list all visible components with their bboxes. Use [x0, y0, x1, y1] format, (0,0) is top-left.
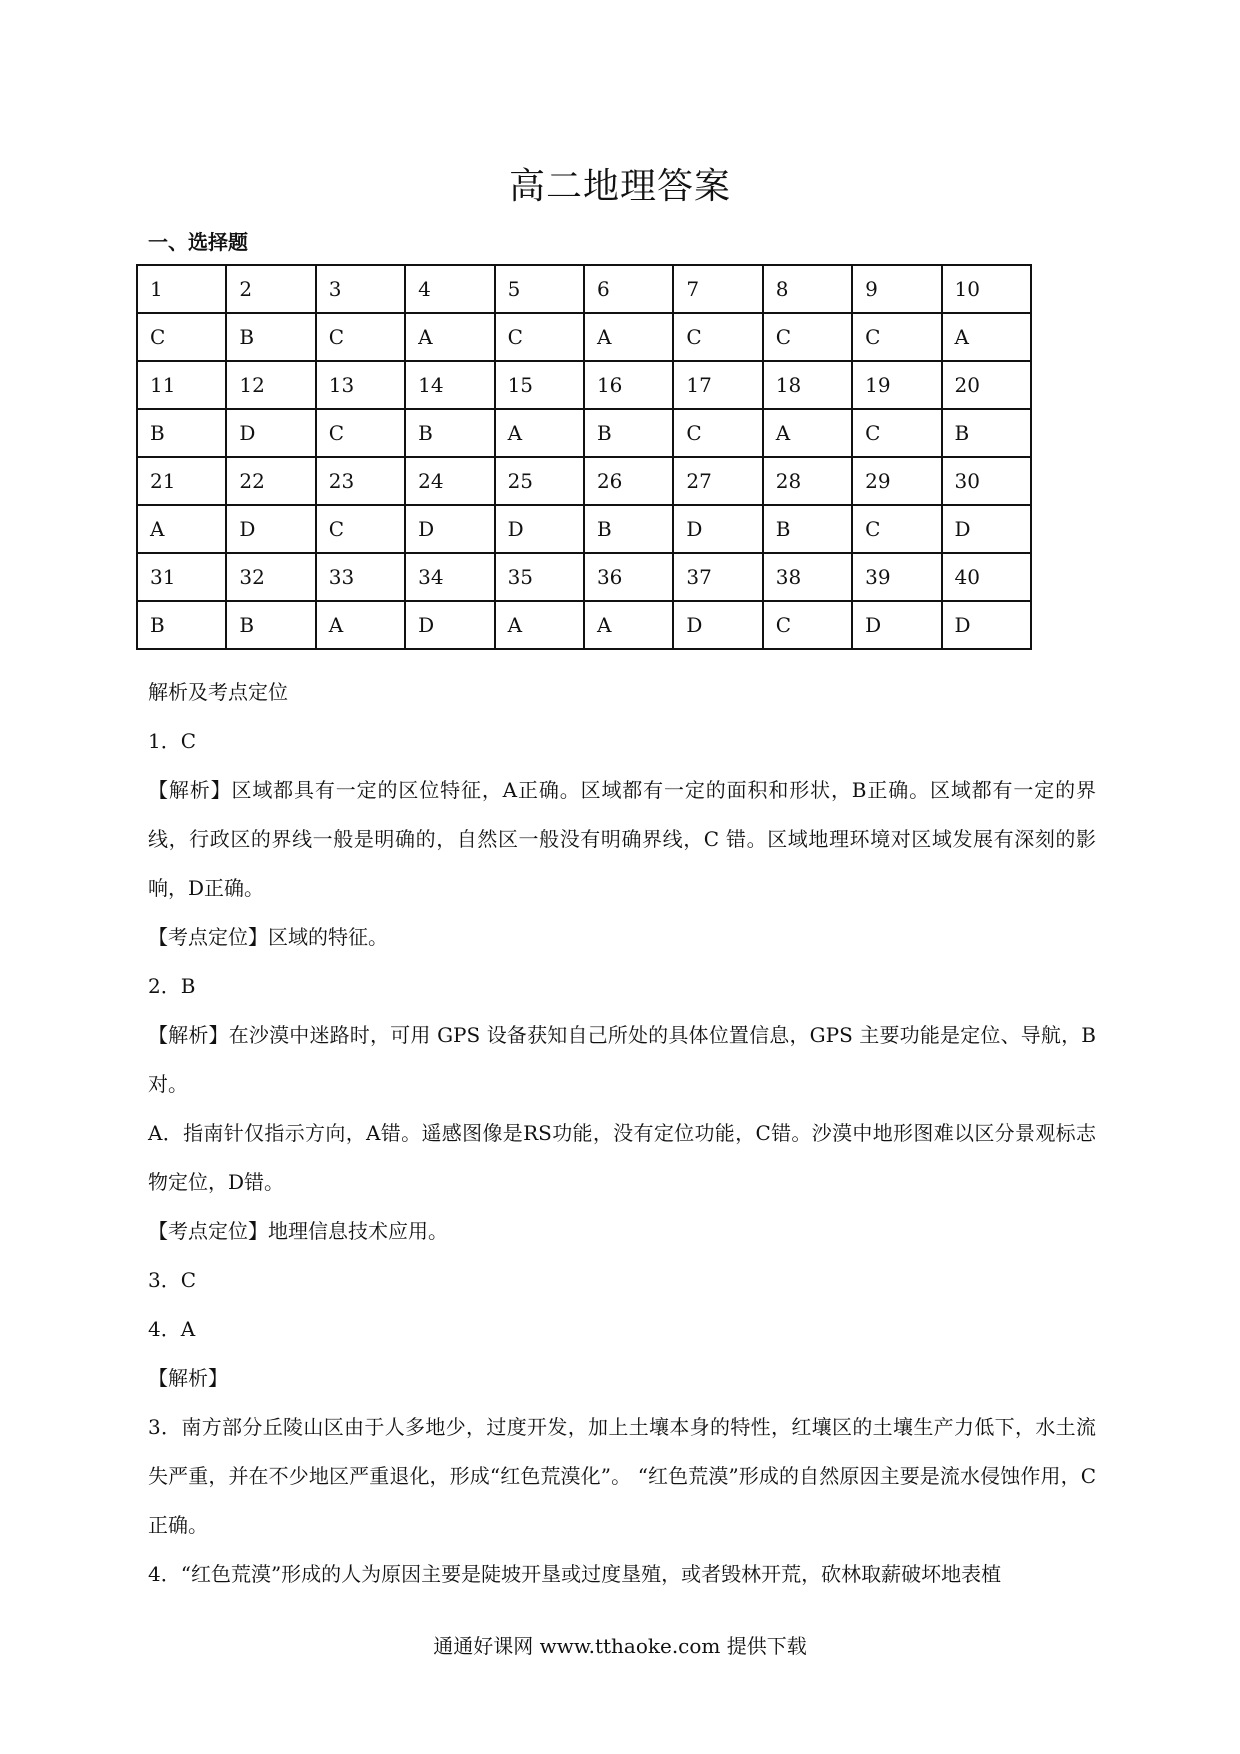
question-number-cell: 17	[673, 361, 762, 409]
answer-cell: C	[763, 601, 852, 649]
question-number-cell: 1	[137, 265, 226, 313]
answer-cell: A	[584, 601, 673, 649]
explanation-heading-3-4: 【解析】	[148, 1366, 228, 1390]
question-number-cell: 25	[495, 457, 584, 505]
answer-cell: B	[226, 601, 315, 649]
question-number-cell: 26	[584, 457, 673, 505]
answer-cell: D	[673, 601, 762, 649]
question-number-cell: 36	[584, 553, 673, 601]
question-number-cell: 7	[673, 265, 762, 313]
answer-cell: D	[942, 505, 1031, 553]
question-number-cell: 33	[316, 553, 405, 601]
question-number-cell: 12	[226, 361, 315, 409]
answer-cell: B	[584, 409, 673, 457]
question-number-cell: 19	[852, 361, 941, 409]
page-title: 高二地理答案	[508, 166, 731, 207]
answer-row	[137, 505, 1031, 553]
question-number-cell: 10	[942, 265, 1031, 313]
answer-row	[137, 409, 1031, 457]
question-number-cell: 37	[673, 553, 762, 601]
question-number-cell: 11	[137, 361, 226, 409]
question-number-cell: 40	[942, 553, 1031, 601]
answer-row	[137, 313, 1031, 361]
answer-cell: A	[495, 409, 584, 457]
answer-cell: A	[405, 313, 494, 361]
answer-cell: C	[852, 313, 941, 361]
answer-cell: D	[942, 601, 1031, 649]
answer-cell: D	[405, 601, 494, 649]
analysis-heading: 解析及考点定位	[148, 680, 288, 704]
answer-1: 1．C	[148, 729, 197, 753]
question-number-cell: 3	[316, 265, 405, 313]
question-number-row	[137, 265, 1031, 313]
answer-cell: C	[316, 313, 405, 361]
question-number-cell: 29	[852, 457, 941, 505]
question-number-cell: 23	[316, 457, 405, 505]
explanation-4: 4．“红色荒漠”形成的人为原因主要是陡坡开垦或过度垦殖，或者毁林开荒，砍林取薪破坏地表植	[148, 1562, 1002, 1586]
question-number-cell: 4	[405, 265, 494, 313]
question-number-cell: 32	[226, 553, 315, 601]
answer-cell: B	[137, 409, 226, 457]
section-heading: 一、选择题	[148, 230, 248, 254]
question-number-cell: 38	[763, 553, 852, 601]
answer-cell: B	[763, 505, 852, 553]
answer-cell: D	[495, 505, 584, 553]
question-number-cell: 34	[405, 553, 494, 601]
page-footer: 通通好课网 www.tthaoke.com 提供下载	[433, 1634, 807, 1658]
answer-cell: B	[584, 505, 673, 553]
question-number-cell: 13	[316, 361, 405, 409]
explanation-3: 3．南方部分丘陵山区由于人多地少，过度开发，加上土壤本身的特性，红壤区的土壤生产力低下，水土流失严重，并在不少地区严重退化，形成“红色荒漠化”。 “红色荒漠”形成的自然原因主要是流水侵蚀作用，C正确。	[148, 1415, 1096, 1537]
answer-cell: B	[137, 601, 226, 649]
question-number-row	[137, 457, 1031, 505]
answer-cell: C	[316, 505, 405, 553]
answer-cell: C	[137, 313, 226, 361]
answer-cell: A	[584, 313, 673, 361]
answer-cell: A	[763, 409, 852, 457]
answer-cell: C	[763, 313, 852, 361]
key-point-2: 【考点定位】地理信息技术应用。	[148, 1219, 448, 1243]
question-number-cell: 9	[852, 265, 941, 313]
answer-cell: D	[673, 505, 762, 553]
answer-3: 3．C	[148, 1268, 197, 1292]
question-number-cell: 28	[763, 457, 852, 505]
answer-cell: A	[316, 601, 405, 649]
answer-cell: A	[495, 601, 584, 649]
answer-cell: B	[405, 409, 494, 457]
answer-cell: C	[316, 409, 405, 457]
answer-cell: C	[495, 313, 584, 361]
question-number-row	[137, 553, 1031, 601]
answer-4: 4．A	[148, 1317, 196, 1341]
question-number-cell: 35	[495, 553, 584, 601]
answer-cell: D	[226, 409, 315, 457]
answer-2: 2．B	[148, 974, 196, 998]
explanation-2-options: A．指南针仅指示方向，A错。遥感图像是RS功能，没有定位功能，C错。沙漠中地形图难以区分景观标志物定位，D错。	[148, 1121, 1096, 1194]
answer-row	[137, 601, 1031, 649]
answer-cell: C	[673, 313, 762, 361]
question-number-cell: 21	[137, 457, 226, 505]
explanation-1: 【解析】区域都具有一定的区位特征，A正确。区域都有一定的面积和形状，B正确。区域都有一定的界线，行政区的界线一般是明确的，自然区一般没有明确界线，C 错。区域地理环境对区域发展有深刻的影响，D正确。	[148, 778, 1096, 900]
answer-cell: D	[405, 505, 494, 553]
question-number-cell: 15	[495, 361, 584, 409]
question-number-cell: 27	[673, 457, 762, 505]
question-number-cell: 6	[584, 265, 673, 313]
answer-table	[136, 264, 1032, 650]
answer-cell: A	[137, 505, 226, 553]
question-number-cell: 18	[763, 361, 852, 409]
question-number-cell: 24	[405, 457, 494, 505]
answer-cell: C	[852, 409, 941, 457]
answer-cell: C	[852, 505, 941, 553]
question-number-cell: 31	[137, 553, 226, 601]
question-number-cell: 30	[942, 457, 1031, 505]
answer-cell: C	[673, 409, 762, 457]
question-number-cell: 14	[405, 361, 494, 409]
question-number-cell: 22	[226, 457, 315, 505]
explanation-2: 【解析】在沙漠中迷路时，可用 GPS 设备获知自己所处的具体位置信息，GPS 主要功能是定位、导航，B对。	[148, 1023, 1096, 1096]
answer-cell: D	[226, 505, 315, 553]
question-number-cell: 2	[226, 265, 315, 313]
answer-cell: D	[852, 601, 941, 649]
question-number-cell: 5	[495, 265, 584, 313]
key-point-1: 【考点定位】区域的特征。	[148, 925, 388, 949]
question-number-cell: 39	[852, 553, 941, 601]
question-number-cell: 8	[763, 265, 852, 313]
question-number-row	[137, 361, 1031, 409]
answer-cell: A	[942, 313, 1031, 361]
answer-cell: B	[226, 313, 315, 361]
answer-cell: B	[942, 409, 1031, 457]
question-number-cell: 16	[584, 361, 673, 409]
question-number-cell: 20	[942, 361, 1031, 409]
analysis-content	[148, 668, 1096, 1599]
